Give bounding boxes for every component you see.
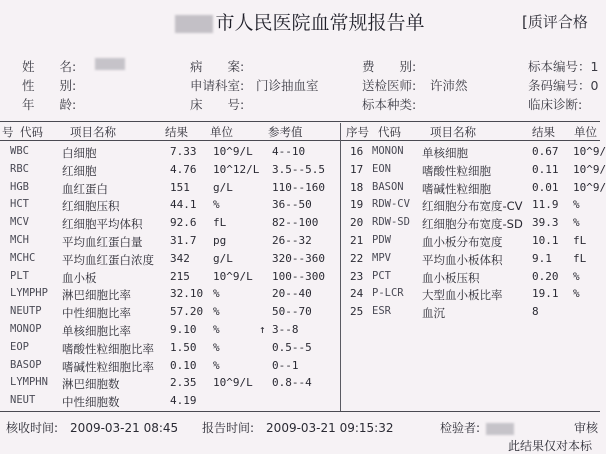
- cell-unit: 10^12/L: [213, 162, 260, 176]
- cell-name: 嗜酸性粒细胞: [422, 163, 491, 178]
- cell-result: 10.1: [532, 234, 559, 247]
- cell-code: EON: [372, 162, 391, 175]
- cell-code: PLT: [10, 269, 29, 282]
- table-row: [0, 359, 340, 377]
- table-row: [0, 287, 600, 305]
- cell-code: LYMPHP: [10, 287, 48, 300]
- cell-result: 44.1: [170, 198, 197, 212]
- cell-ref: 3.5--5.5: [272, 162, 325, 176]
- cell-result: 342: [170, 251, 190, 265]
- cell-unit: %: [213, 198, 220, 212]
- cell-result: 151: [170, 180, 190, 194]
- cell-name: 单核细胞: [422, 146, 468, 160]
- cell-name: 淋巴细胞比率: [62, 288, 131, 303]
- cell-result: 39.3: [532, 216, 559, 230]
- col-header-name-right: 项目名称: [430, 125, 476, 139]
- table-row: [0, 394, 340, 412]
- gender-label: 性 别:: [22, 78, 77, 93]
- cell-no: 25: [350, 305, 364, 319]
- cell-no: 16: [350, 145, 364, 158]
- cell-result: 9.10: [170, 323, 197, 336]
- dept-value: 门诊抽血室: [256, 78, 319, 93]
- cell-no: 21: [350, 234, 364, 247]
- cell-no: 22: [350, 251, 364, 265]
- cell-unit: %: [213, 358, 220, 372]
- cell-name: 单核细胞比率: [62, 324, 131, 338]
- cell-unit: 10^9/L: [213, 269, 253, 283]
- cell-name: 中性细胞数: [62, 395, 120, 410]
- cell-code: EOP: [10, 340, 29, 353]
- cell-result: 0.01: [532, 180, 559, 194]
- barcode-label: 条码编号：0: [528, 78, 599, 93]
- cell-name: 红细胞压积: [62, 199, 120, 214]
- flag-high-icon: ↑: [259, 323, 266, 336]
- table-header-rule: [0, 140, 600, 141]
- cell-result: 0.10: [170, 358, 197, 372]
- cell-result: 0.20: [532, 269, 559, 283]
- cell-name: 大型血小板比率: [422, 288, 503, 303]
- cell-result: 4.76: [170, 162, 197, 176]
- cell-ref: 20--40: [272, 287, 312, 301]
- cell-name: 红细胞: [62, 163, 97, 178]
- report-time: 报告时间: 2009-03-21 09:15:32: [202, 421, 394, 435]
- cell-unit: 10^9/: [573, 162, 606, 176]
- col-header-unit-right: 单位: [574, 125, 597, 139]
- cell-no: 23: [350, 269, 364, 283]
- cell-name: 血红蛋白: [62, 181, 108, 196]
- cell-code: MPV: [372, 251, 391, 264]
- cell-result: 57.20: [170, 305, 204, 319]
- table-row: [0, 305, 600, 323]
- col-header-result-right: 结果: [532, 125, 555, 139]
- cell-code: PCT: [372, 269, 391, 282]
- cell-name: 嗜碱性粒细胞比率: [62, 359, 154, 374]
- table-row: [0, 145, 606, 163]
- cell-result: 8: [532, 305, 539, 319]
- cell-unit: %: [213, 287, 220, 301]
- cell-result: 92.6: [170, 216, 197, 230]
- cell-code: BASON: [372, 180, 404, 193]
- cell-unit: %: [213, 305, 220, 319]
- table-row: [0, 162, 606, 181]
- cell-ref: 4--10: [272, 145, 306, 158]
- cell-code: RDW-CV: [372, 198, 410, 211]
- title-text: 市人民医院血常规报告单: [215, 12, 425, 34]
- cell-unit: %: [573, 269, 580, 283]
- cell-ref: 320--360: [272, 251, 325, 265]
- cell-unit: fL: [573, 234, 587, 247]
- table-row: [0, 234, 600, 252]
- cell-unit: pg: [213, 234, 227, 247]
- cell-result: 0.11: [532, 162, 559, 176]
- cell-code: HCT: [10, 198, 29, 211]
- cell-result: 0.67: [532, 145, 559, 158]
- cell-no: 17: [350, 162, 364, 176]
- collect-time: 核收时间: 2009-03-21 08:45: [6, 421, 179, 435]
- diagnosis-label: 临床诊断:: [528, 97, 583, 112]
- cell-unit: 10^9/L: [213, 376, 253, 390]
- cell-result: 1.50: [170, 340, 197, 354]
- cell-no: 19: [350, 198, 364, 212]
- table-top-rule: [0, 121, 600, 122]
- cell-result: 4.19: [170, 394, 197, 408]
- reviewer-label: 审核: [574, 421, 599, 435]
- redacted-name: [95, 58, 125, 70]
- table-row: [0, 341, 340, 359]
- cell-no: 20: [350, 216, 364, 230]
- cell-ref: 3--8: [272, 323, 299, 336]
- doctor-value: 许沛然: [430, 78, 468, 93]
- cell-name: 中性细胞比率: [62, 306, 131, 321]
- cell-result: 7.33: [170, 145, 197, 158]
- table-row: [0, 252, 600, 270]
- cell-name: 血沉: [422, 306, 445, 321]
- cell-code: HGB: [10, 180, 29, 193]
- redacted-examiner: [486, 423, 514, 435]
- cell-code: MONON: [372, 145, 404, 157]
- cell-code: ESR: [372, 305, 391, 318]
- cell-ref: 50--70: [272, 305, 312, 319]
- cell-no: 18: [350, 180, 364, 194]
- cell-name: 白细胞: [62, 146, 97, 160]
- cell-name: 红细胞平均体积: [62, 217, 143, 232]
- cell-code: MCH: [10, 234, 29, 246]
- report-title: [0, 8, 600, 35]
- cell-result: 19.1: [532, 287, 559, 301]
- redacted-hospital-name: [175, 15, 213, 33]
- cell-name: 红细胞分布宽度-CV: [422, 199, 523, 214]
- cell-result: 31.7: [170, 234, 197, 247]
- cell-unit: %: [573, 287, 580, 301]
- cell-code: WBC: [10, 145, 29, 157]
- cell-code: NEUT: [10, 394, 36, 407]
- cell-unit: g/L: [213, 180, 233, 194]
- cell-unit: %: [573, 216, 580, 230]
- cell-name: 血小板分布宽度: [422, 235, 503, 249]
- col-header-unit: 单位: [210, 125, 233, 139]
- cell-unit: 10^9/: [573, 145, 606, 158]
- age-label: 年 龄:: [22, 97, 77, 112]
- sample-no-label: 标本编号：1: [528, 59, 599, 74]
- cell-result: 215: [170, 269, 190, 283]
- cell-name: 红细胞分布宽度-SD: [422, 217, 523, 232]
- examiner: 检验者:: [440, 419, 514, 436]
- cell-ref: 110--160: [272, 180, 325, 194]
- dept-label: 申请科室:: [190, 78, 245, 93]
- cell-unit: fL: [213, 216, 227, 230]
- cell-name: 平均血红蛋白浓度: [62, 252, 154, 267]
- cell-ref: 0.5--5: [272, 340, 312, 354]
- cell-ref: 26--32: [272, 234, 312, 247]
- cell-ref: 0--1: [272, 358, 299, 372]
- cell-name: 淋巴细胞数: [62, 377, 120, 392]
- cell-ref: 0.8--4: [272, 376, 312, 390]
- col-header-ref: 参考值: [268, 125, 303, 139]
- doctor-label: 送检医师:: [362, 78, 417, 93]
- cell-no: 24: [350, 287, 364, 301]
- col-header-no-right: 序号: [346, 125, 369, 139]
- col-header-code-right: 代码: [378, 125, 401, 139]
- fee-label: 费 别:: [362, 59, 417, 74]
- cell-code: MCHC: [10, 251, 36, 264]
- col-header-no: 号: [2, 125, 14, 139]
- cell-unit: %: [213, 323, 220, 336]
- col-header-code: 代码: [20, 125, 43, 139]
- footer-note: 此结果仅对本标: [508, 439, 593, 453]
- cell-unit: %: [213, 340, 220, 354]
- cell-result: 9.1: [532, 251, 552, 265]
- cell-code: MCV: [10, 216, 29, 229]
- cell-code: PDW: [372, 234, 391, 246]
- cell-unit: %: [573, 198, 580, 212]
- cell-code: LYMPHN: [10, 376, 48, 389]
- table-row: [0, 376, 340, 394]
- cell-name: 平均血红蛋白量: [62, 235, 143, 249]
- cell-unit: fL: [573, 251, 587, 265]
- cell-unit: 10^9/: [573, 180, 606, 194]
- cell-code: MONOP: [10, 323, 42, 335]
- cell-result: 2.35: [170, 376, 197, 390]
- table-row: [0, 216, 600, 234]
- cell-result: 11.9: [532, 198, 559, 212]
- table-row: [0, 180, 606, 199]
- col-header-name: 项目名称: [70, 125, 116, 139]
- cell-name: 血小板: [62, 270, 97, 285]
- cell-name: 嗜酸性粒细胞比率: [62, 341, 154, 356]
- cell-name: 平均血小板体积: [422, 252, 503, 267]
- cell-code: BASOP: [10, 358, 42, 371]
- cell-code: RBC: [10, 162, 29, 175]
- quality-badge: [质评合格: [522, 13, 588, 31]
- cell-ref: 36--50: [272, 198, 312, 212]
- cell-unit: g/L: [213, 251, 233, 265]
- ward-label: 病 案:: [190, 59, 245, 74]
- cell-result: 32.10: [170, 287, 204, 301]
- cell-unit: 10^9/L: [213, 145, 253, 158]
- cell-name: 血小板压积: [422, 270, 480, 285]
- sample-type-label: 标本种类:: [362, 97, 417, 112]
- table-row: [0, 323, 340, 341]
- cell-name: 嗜碱性粒细胞: [422, 181, 491, 196]
- name-label: 姓 名:: [22, 59, 77, 74]
- cell-code: RDW-SD: [372, 216, 410, 229]
- cell-ref: 82--100: [272, 216, 319, 230]
- cell-ref: 100--300: [272, 269, 325, 283]
- bed-label: 床 号:: [190, 97, 245, 112]
- table-row: [0, 270, 600, 288]
- cell-code: P-LCR: [372, 287, 404, 300]
- cell-code: NEUTP: [10, 305, 42, 318]
- table-row: [0, 198, 600, 216]
- col-header-result: 结果: [165, 125, 188, 139]
